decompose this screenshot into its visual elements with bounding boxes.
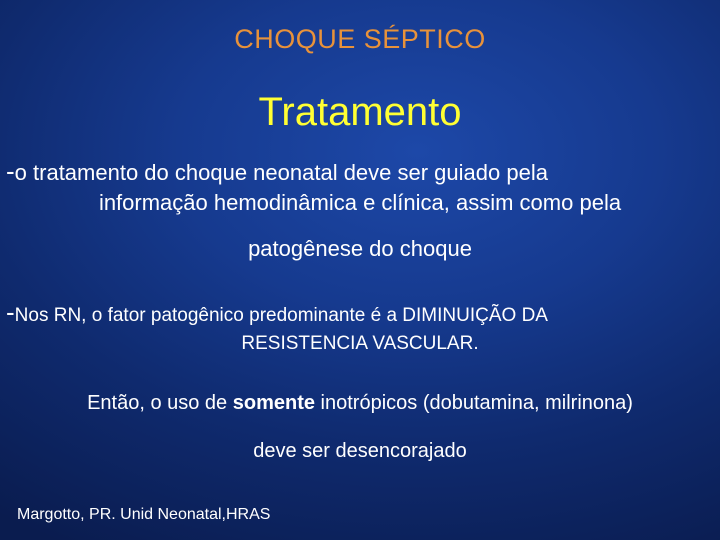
paragraph-treatment-guidance <box>0 155 720 265</box>
paragraph-line <box>0 297 720 327</box>
paragraph-text: Nos RN, o fator patogênico predominante é a DIMINUIÇÃO DA <box>14 305 548 326</box>
slide-header: CHOQUE SÉPTICO <box>234 24 486 54</box>
paragraph-text: inotrópicos (dobutamina, milrinona) <box>314 392 633 414</box>
paragraph-text: o tratamento do choque neonatal deve ser guiado pela <box>14 160 548 185</box>
bullet-dash: - <box>6 156 15 186</box>
paragraph-line <box>0 155 720 187</box>
paragraph-line: informação hemodinâmica e clínica, assim como pela <box>98 190 622 215</box>
paragraph-inotropes <box>0 388 720 466</box>
paragraph-line: deve ser desencorajado <box>253 440 467 462</box>
paragraph-line <box>0 388 720 418</box>
paragraph-text: Então, o uso de <box>87 392 233 414</box>
slide-footer-citation: Margotto, PR. Unid Neonatal,HRAS <box>17 506 271 523</box>
emphasis-text: somente <box>232 392 315 414</box>
paragraph-line: RESISTENCIA VASCULAR. <box>241 333 479 354</box>
slide-title: Tratamento <box>258 90 462 134</box>
paragraph-line: patogênese do choque <box>248 236 472 261</box>
paragraph-pathogenic-factor <box>0 297 720 359</box>
bullet-dash: - <box>6 297 15 327</box>
